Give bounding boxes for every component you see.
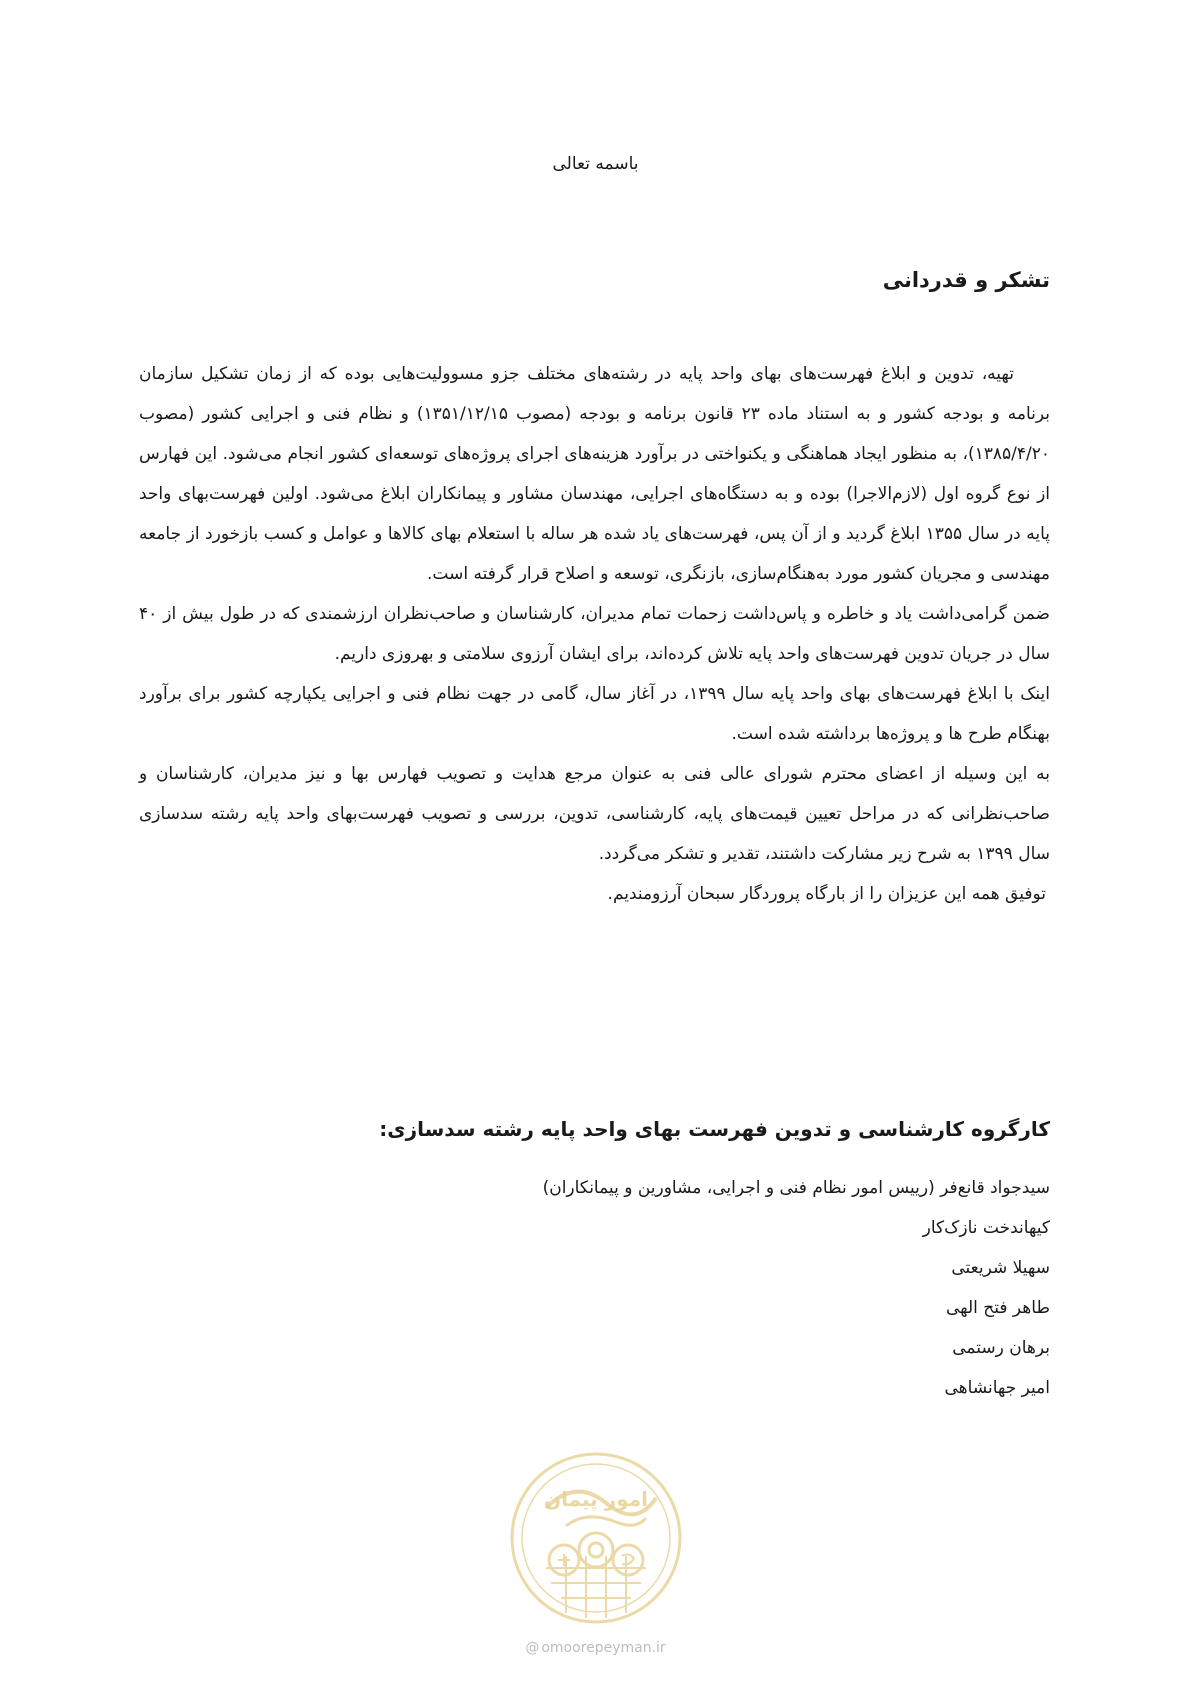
team-member: کیهاندخت نازک‌کار [922,1218,1050,1238]
acknowledgement-body [139,354,1050,914]
paragraph-tribute: ضمن گرامی‌داشت یاد و خاطره و پاس‌داشت زحمات تمام مدیران، کارشناسان و صاحب‌نظران ارزشمندی که در طول بیش از ۴۰ سال در جریان تدوین فهرست‌های واحد پایه تلاش کرده‌اند، برای ایشان آرزوی سلامتی و بهروزی داریم. [139,604,1050,664]
team-title: کارگروه کارشناسی و تدوین فهرست بهای واحد پایه رشته سدسازی: [379,1117,1050,1141]
team-member: سهیلا شریعتی [951,1258,1050,1278]
basmala: باسمه تعالی [552,154,639,174]
seal-text: امور پیمان [544,1487,648,1511]
team-member: برهان رستمی [952,1338,1050,1358]
at-icon: @ [525,1640,540,1656]
paragraph-thanks: به این وسیله از اعضای محترم شورای عالی فنی به عنوان مرجع هدایت و تصویب فهارس بها و نیز مدیران، کارشناسان و صاحب‌نظرانی که در مراحل تعیین قیمت‌های پایه، کارشناسی، تدوین، بررسی و تصویب فهرست‌بهای واحد پایه رشته سدسازی سال ۱۳۹۹ به شرح زیر مشارکت داشتند، تقدیر و تشکر می‌گردد. [139,764,1050,864]
paragraph-closing: توفیق همه این عزیزان را از بارگاه پروردگار سبحان آرزومندیم. [607,884,1046,904]
team-member: سیدجواد قانع‌فر (رییس امور نظام فنی و اجرایی، مشاورین و پیمانکاران) [542,1178,1050,1198]
team-member: امیر جهانشاهی [944,1378,1050,1398]
footer-watermark [0,1640,1191,1656]
team-member: طاهر فتح الهی [945,1298,1050,1318]
omoore-peyman-seal-icon [506,1448,686,1628]
page-title: تشکر و قدردانی [882,268,1050,292]
footer-url: omoorepeyman.ir [541,1640,666,1656]
paragraph-history: تهیه، تدوین و ابلاغ فهرست‌های بهای واحد پایه در رشته‌های مختلف جزو مسوولیت‌هایی بوده که از زمان تشکیل سازمان برنامه و بودجه کشور و به استناد ماده ۲۳ قانون برنامه و بودجه (مصوب ۱۳۵۱/۱۲/۱۵) و نظام فنی و اجرایی کشور (مصوب ۱۳۸۵/۴/۲۰)، به منظور ایجاد هماهنگی و یکنواختی در برآورد هزینه‌های اجرای پروژه‌های توسعه‌ای کشور انجام می‌شود. این فهارس از نوع گروه اول (لازم‌الاجرا) بوده و به دستگاه‌های اجرایی، مهندسان مشاور و پیمانکاران ابلاغ می‌شود. اولین فهرست‌بهای واحد پایه در سال ۱۳۵۵ ابلاغ گردید و از آن پس، فهرست‌های یاد شده هر ساله با استعلام بهای کالاها و عوامل و کسب بازخورد از جامعه مهندسی و مجریان کشور مورد به‌هنگام‌سازی، بازنگری، توسعه و اصلاح قرار گرفته است. [139,364,1050,584]
paragraph-announcement: اینک با ابلاغ فهرست‌های بهای واحد پایه سال ۱۳۹۹، در آغاز سال، گامی در جهت نظام فنی و اجرایی یکپارچه کشور برای برآورد بهنگام طرح ها و پروژه‌ها برداشته شده است. [139,684,1050,744]
team-member-list [543,1168,1050,1408]
